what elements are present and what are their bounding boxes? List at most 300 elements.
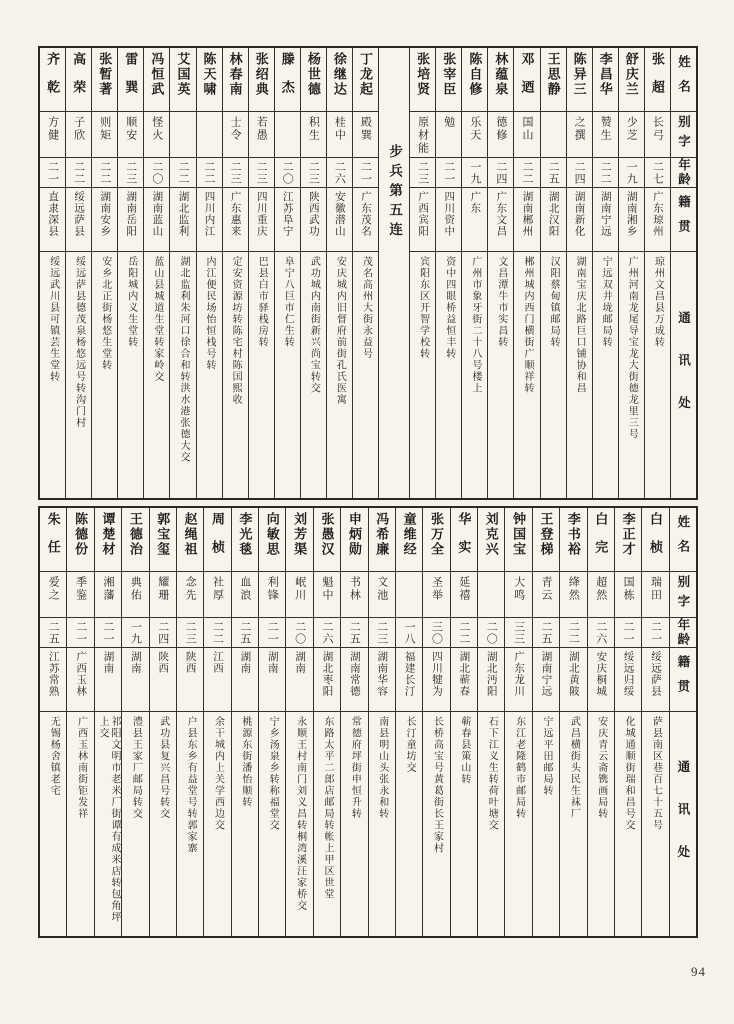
member-age bbox=[396, 618, 422, 648]
roster-entry-column bbox=[559, 508, 586, 936]
contact-address-text: 长汀童坊交 bbox=[404, 716, 416, 774]
member-age-text: 三三 bbox=[512, 620, 525, 645]
member-age-text: 二二 bbox=[599, 160, 612, 185]
roster-table-top bbox=[38, 46, 698, 500]
member-name-text: 王登梯 bbox=[538, 512, 554, 557]
contact-address-text: 广西玉林南街钜发祥 bbox=[75, 716, 87, 820]
contact-address bbox=[249, 252, 274, 498]
member-name-text: 童维经 bbox=[401, 512, 417, 557]
member-age-text: 二一 bbox=[266, 620, 279, 645]
member-name bbox=[249, 48, 274, 112]
native-place-text: 绥远萨县 bbox=[649, 651, 661, 697]
contact-address-text: 定安资源坊转陈宅村陈国熙收 bbox=[230, 256, 242, 406]
courtesy-name bbox=[223, 112, 248, 158]
native-place bbox=[567, 188, 592, 252]
member-age bbox=[514, 158, 539, 188]
native-place bbox=[144, 188, 169, 252]
native-place-text: 湖南 bbox=[266, 651, 278, 674]
roster-entry-column bbox=[532, 508, 559, 936]
courtesy-name bbox=[118, 112, 143, 158]
courtesy-name bbox=[451, 572, 477, 618]
courtesy-name-text: 大鸣 bbox=[512, 576, 525, 602]
member-age bbox=[170, 158, 195, 188]
native-place bbox=[488, 188, 513, 252]
courtesy-name-text: 魁中 bbox=[320, 576, 333, 602]
contact-address-text: 琼州文昌县万成转 bbox=[652, 256, 664, 348]
courtesy-name-text: 耀珊 bbox=[156, 576, 169, 602]
member-age-text: 二一 bbox=[46, 160, 59, 185]
contact-address-text: 桃源东街潘怡顺转 bbox=[239, 716, 251, 808]
courtesy-name bbox=[645, 112, 670, 158]
native-place bbox=[118, 188, 143, 252]
courtesy-name bbox=[514, 112, 539, 158]
member-age bbox=[275, 158, 300, 188]
contact-address bbox=[150, 712, 176, 936]
native-place bbox=[423, 648, 449, 712]
courtesy-name bbox=[327, 112, 352, 158]
contact-address-text: 茂名高州大街永益号 bbox=[360, 256, 372, 360]
courtesy-name-text: 勉 bbox=[442, 116, 455, 129]
row-header-address-text: 通讯处 bbox=[676, 311, 691, 439]
member-age bbox=[232, 618, 258, 648]
member-name bbox=[642, 508, 668, 572]
member-name-text: 林蕴泉 bbox=[493, 52, 509, 97]
courtesy-name bbox=[488, 112, 513, 158]
courtesy-name-text: 湘藩 bbox=[101, 576, 114, 602]
member-age bbox=[122, 618, 148, 648]
member-name bbox=[619, 48, 644, 112]
member-age bbox=[593, 158, 618, 188]
native-place bbox=[353, 188, 378, 252]
contact-address-text: 安乡北正街杨悠生堂转 bbox=[99, 256, 111, 371]
roster-table-bottom bbox=[38, 506, 698, 938]
contact-address bbox=[232, 712, 258, 936]
courtesy-name-text: 爱之 bbox=[47, 576, 60, 602]
roster-entry-column bbox=[477, 508, 504, 936]
row-header-native bbox=[671, 188, 696, 252]
native-place-text: 湖南 bbox=[239, 651, 251, 674]
member-name-text: 陈异三 bbox=[571, 52, 587, 97]
contact-address-text: 东路太平二郎店邮局转帐上甲区世堂 bbox=[321, 716, 333, 900]
contact-address bbox=[67, 712, 93, 936]
member-name bbox=[353, 48, 378, 112]
member-age bbox=[451, 618, 477, 648]
roster-entry-column bbox=[313, 508, 340, 936]
member-name bbox=[95, 508, 121, 572]
courtesy-name-text: 念先 bbox=[184, 576, 197, 602]
native-place bbox=[619, 188, 644, 252]
member-age bbox=[541, 158, 566, 188]
member-age bbox=[462, 158, 487, 188]
courtesy-name-text: 怪火 bbox=[150, 116, 163, 142]
roster-entry-column bbox=[326, 48, 352, 498]
native-place-text: 四川内江 bbox=[203, 191, 215, 237]
native-place-text: 湖南岳阳 bbox=[125, 191, 137, 237]
member-name bbox=[170, 48, 195, 112]
roster-entry-column bbox=[65, 48, 91, 498]
courtesy-name-text: 青云 bbox=[539, 576, 552, 602]
member-name-text: 陈天啸 bbox=[201, 52, 217, 97]
member-age-text: 一九 bbox=[625, 160, 638, 185]
member-name-text: 白桢 bbox=[647, 512, 663, 568]
courtesy-name-text: 积生 bbox=[307, 116, 320, 142]
native-place-text: 湖北监利 bbox=[177, 191, 189, 237]
contact-address-text: 武功县复兴昌号转交 bbox=[157, 716, 169, 820]
member-name-text: 刘芳渠 bbox=[292, 512, 308, 557]
member-age-text: 二五 bbox=[547, 160, 560, 185]
contact-address bbox=[197, 252, 222, 498]
courtesy-name bbox=[170, 112, 195, 158]
courtesy-name bbox=[40, 572, 66, 618]
member-age bbox=[505, 618, 531, 648]
member-age bbox=[642, 618, 668, 648]
roster-entry-column bbox=[149, 508, 176, 936]
member-age bbox=[259, 618, 285, 648]
contact-address bbox=[301, 252, 326, 498]
courtesy-name-text: 方健 bbox=[46, 116, 59, 142]
contact-address-text: 安庆城内旧督府前街孔氏医寓 bbox=[334, 256, 346, 406]
contact-address-text: 东江老隆鹤市邮局转 bbox=[513, 716, 525, 820]
contact-address-text: 宁远双井垅邮局转 bbox=[600, 256, 612, 348]
native-place-text: 江西 bbox=[211, 651, 223, 674]
courtesy-name bbox=[301, 112, 326, 158]
member-name-text: 李光毯 bbox=[237, 512, 253, 557]
member-age bbox=[67, 618, 93, 648]
member-age bbox=[95, 618, 121, 648]
member-name bbox=[645, 48, 670, 112]
contact-address bbox=[223, 252, 248, 498]
contact-address-text: 巴县白市驿栈房转 bbox=[256, 256, 268, 348]
member-name-text: 张超 bbox=[649, 52, 665, 108]
member-age-text: 二二 bbox=[520, 160, 533, 185]
native-place-text: 湖南湘乡 bbox=[625, 191, 637, 237]
native-place-text: 湖南华容 bbox=[376, 651, 388, 697]
native-place bbox=[645, 188, 670, 252]
native-place-text: 湖北汉阳 bbox=[547, 191, 559, 237]
member-name-text: 陈自修 bbox=[467, 52, 483, 97]
contact-address-text: 宁乡汤泉乡转称福堂交 bbox=[267, 716, 279, 831]
courtesy-name-text: 乐天 bbox=[468, 116, 481, 142]
member-age-text: 二二 bbox=[457, 620, 470, 645]
member-name-text: 张万全 bbox=[428, 512, 444, 557]
member-name bbox=[396, 508, 422, 572]
member-age-text: 二一 bbox=[101, 620, 114, 645]
native-place-text: 广东茂名 bbox=[360, 191, 371, 237]
contact-address-text: 长桥高宝号黄葛街长王家村 bbox=[431, 716, 443, 854]
member-age-text: 一八 bbox=[403, 620, 416, 645]
member-age-text: 二〇 bbox=[150, 160, 163, 185]
native-place bbox=[478, 648, 504, 712]
contact-address-text: 资中四眼桥益恒丰转 bbox=[443, 256, 455, 360]
roster-entry-column bbox=[258, 508, 285, 936]
row-header-column bbox=[669, 508, 696, 936]
contact-address-text: 蕲春县策山转 bbox=[458, 716, 470, 785]
courtesy-name-text: 岷川 bbox=[293, 576, 306, 602]
roster-entry-column bbox=[513, 48, 539, 498]
native-place bbox=[67, 648, 93, 712]
contact-address-text: 祁阳文明市老米厂街谭有成米店转包角坪上交 bbox=[96, 716, 120, 923]
contact-address-text: 澧县王家厂邮局转交 bbox=[130, 716, 142, 820]
member-age bbox=[150, 618, 176, 648]
member-name-text: 张愚汉 bbox=[319, 512, 335, 557]
native-place-text: 绥远萨县 bbox=[73, 191, 85, 237]
roster-entry-column bbox=[395, 508, 422, 936]
member-name bbox=[541, 48, 566, 112]
member-name bbox=[150, 508, 176, 572]
page-number: 94 bbox=[691, 964, 706, 979]
roster-entry-column bbox=[117, 48, 143, 498]
member-name-text: 高荣 bbox=[71, 52, 87, 108]
roster-entry-column bbox=[614, 508, 641, 936]
member-name bbox=[615, 508, 641, 572]
native-place bbox=[560, 648, 586, 712]
contact-address bbox=[327, 252, 352, 498]
member-name-text: 朱任 bbox=[45, 512, 61, 568]
row-header-name-text: 姓名 bbox=[676, 55, 691, 104]
roster-entry-column bbox=[487, 48, 513, 498]
member-age-text: 三〇 bbox=[430, 620, 443, 645]
contact-address bbox=[341, 712, 367, 936]
member-age-text: 二三 bbox=[184, 620, 197, 645]
member-age-text: 二二 bbox=[176, 160, 189, 185]
contact-address-text: 化城通顺街瑞和昌号交 bbox=[623, 716, 635, 831]
member-name bbox=[369, 508, 395, 572]
member-name bbox=[67, 508, 93, 572]
member-age bbox=[369, 618, 395, 648]
member-name-text: 李正才 bbox=[620, 512, 636, 557]
contact-address bbox=[204, 712, 230, 936]
native-place-text: 湖南宁远 bbox=[540, 651, 552, 697]
courtesy-name-text: 若愚 bbox=[255, 116, 268, 142]
courtesy-name bbox=[410, 112, 435, 158]
member-name bbox=[204, 508, 230, 572]
member-age-text: 二六 bbox=[333, 160, 346, 185]
contact-address bbox=[560, 712, 586, 936]
row-header-address bbox=[670, 712, 696, 936]
courtesy-name-text: 文池 bbox=[375, 576, 388, 602]
member-age-text: 二三 bbox=[255, 160, 268, 185]
contact-address bbox=[436, 252, 461, 498]
row-header-courtesy bbox=[670, 572, 696, 618]
member-name-text: 郭宝玺 bbox=[155, 512, 171, 557]
contact-address bbox=[619, 252, 644, 498]
roster-entry-column bbox=[435, 48, 461, 498]
contact-address-text: 绥远萨县德茂泉杨悠远号转沟门村 bbox=[73, 256, 85, 429]
section-label-column bbox=[378, 48, 409, 498]
courtesy-name bbox=[67, 572, 93, 618]
native-place-text: 湖北蕲春 bbox=[458, 651, 470, 697]
contact-address bbox=[645, 252, 670, 498]
member-age bbox=[223, 158, 248, 188]
member-name bbox=[341, 508, 367, 572]
member-name-text: 张宰臣 bbox=[441, 52, 457, 97]
member-age bbox=[144, 158, 169, 188]
native-place bbox=[40, 648, 66, 712]
native-place bbox=[436, 188, 461, 252]
roster-entry-column bbox=[450, 508, 477, 936]
member-name-text: 丁龙起 bbox=[358, 52, 373, 97]
native-place bbox=[541, 188, 566, 252]
contact-address bbox=[369, 712, 395, 936]
courtesy-name bbox=[423, 572, 449, 618]
courtesy-name bbox=[505, 572, 531, 618]
courtesy-name-text: 原材能 bbox=[416, 116, 429, 155]
contact-address-text: 户县东乡有益堂号转郭家寨 bbox=[185, 716, 197, 854]
contact-address-text: 阜宁八巨市仁生转 bbox=[282, 256, 294, 348]
roster-entry-column bbox=[300, 48, 326, 498]
courtesy-name-text: 典佑 bbox=[129, 576, 142, 602]
courtesy-name bbox=[560, 572, 586, 618]
courtesy-name-text: 国栋 bbox=[622, 576, 635, 602]
native-place bbox=[410, 188, 435, 252]
member-age-text: 二三 bbox=[416, 160, 429, 185]
native-place bbox=[275, 188, 300, 252]
member-name-text: 赵绳祖 bbox=[182, 512, 198, 557]
courtesy-name-text: 赞生 bbox=[599, 116, 612, 142]
native-place-text: 四川犍为 bbox=[430, 651, 442, 697]
contact-address bbox=[275, 252, 300, 498]
roster-entry-column bbox=[274, 48, 300, 498]
contact-address-text: 广州河南龙尾导宝龙大街德龙里三号 bbox=[626, 256, 638, 440]
native-place bbox=[259, 648, 285, 712]
courtesy-name-text: 血浪 bbox=[238, 576, 251, 602]
courtesy-name bbox=[232, 572, 258, 618]
member-name-text: 徐继达 bbox=[331, 52, 347, 97]
native-place-text: 广东 bbox=[469, 191, 481, 214]
contact-address bbox=[286, 712, 312, 936]
member-age-text: 二二 bbox=[72, 160, 85, 185]
row-header-courtesy-text: 别字 bbox=[676, 115, 691, 154]
courtesy-name-text: 殿巽 bbox=[359, 116, 372, 142]
member-age bbox=[341, 618, 367, 648]
member-age bbox=[286, 618, 312, 648]
contact-address bbox=[92, 252, 117, 498]
section-label: 步兵第五连 bbox=[387, 144, 403, 242]
contact-address bbox=[478, 712, 504, 936]
courtesy-name-text: 国山 bbox=[520, 116, 533, 142]
member-name bbox=[286, 508, 312, 572]
member-age bbox=[615, 618, 641, 648]
contact-address bbox=[514, 252, 539, 498]
native-place-text: 广东文昌 bbox=[495, 191, 507, 237]
native-place-text: 陕西武功 bbox=[307, 191, 319, 237]
member-name-text: 白完 bbox=[593, 512, 609, 568]
member-age bbox=[619, 158, 644, 188]
native-place-text: 陕西 bbox=[157, 651, 169, 674]
member-name-text: 邓迺 bbox=[519, 52, 535, 108]
member-name bbox=[588, 508, 614, 572]
native-place-text: 湖北枣阳 bbox=[321, 651, 333, 697]
native-place bbox=[150, 648, 176, 712]
roster-entry-column bbox=[40, 508, 66, 936]
native-place-text: 湖南宁远 bbox=[599, 191, 611, 237]
courtesy-name bbox=[144, 112, 169, 158]
contact-address bbox=[505, 712, 531, 936]
native-place-text: 绥远归绥 bbox=[622, 651, 634, 697]
member-name-text: 申炳勋 bbox=[346, 512, 362, 557]
roster-entry-column bbox=[222, 48, 248, 498]
member-age-text: 二二 bbox=[203, 160, 216, 185]
member-age bbox=[567, 158, 592, 188]
member-age-text: 二五 bbox=[47, 620, 60, 645]
courtesy-name-text: 绛然 bbox=[567, 576, 580, 602]
contact-address-text: 萨县南区巷百七十五号 bbox=[650, 716, 662, 831]
contact-address-text: 石下江义生转荷叶塘交 bbox=[486, 716, 498, 831]
member-name bbox=[66, 48, 91, 112]
roster-entry-column bbox=[641, 508, 668, 936]
roster-entry-column bbox=[231, 508, 258, 936]
member-name-text: 林春南 bbox=[227, 52, 243, 97]
contact-address-text: 蓝山县城道生堂转家岭交 bbox=[151, 256, 163, 383]
member-name bbox=[423, 508, 449, 572]
native-place bbox=[314, 648, 340, 712]
contact-address bbox=[353, 252, 378, 498]
member-age-text: 二六 bbox=[594, 620, 607, 645]
courtesy-name-text: 之撰 bbox=[573, 116, 586, 142]
row-header-courtesy-text: 别字 bbox=[675, 575, 690, 614]
roster-entry-column bbox=[143, 48, 169, 498]
member-age bbox=[488, 158, 513, 188]
member-age-text: 二二 bbox=[211, 620, 224, 645]
native-place-text: 广东琼州 bbox=[651, 191, 663, 237]
courtesy-name-text: 子欣 bbox=[72, 116, 85, 142]
courtesy-name bbox=[341, 572, 367, 618]
contact-address-text: 常德府坪街申恒升转 bbox=[349, 716, 361, 820]
native-place bbox=[462, 188, 487, 252]
contact-address bbox=[451, 712, 477, 936]
native-place-text: 广西宾阳 bbox=[417, 191, 429, 237]
member-name bbox=[478, 508, 504, 572]
contact-address-text: 安庆青云斋镌画局转 bbox=[595, 716, 607, 820]
row-header-address-text: 通讯处 bbox=[675, 760, 690, 888]
contact-address-text: 郴州城内西门横街广顺祥转 bbox=[521, 256, 533, 394]
native-place bbox=[223, 188, 248, 252]
member-name bbox=[560, 508, 586, 572]
contact-address-text: 武功城内南街新兴尚宝转交 bbox=[308, 256, 320, 394]
contact-address bbox=[567, 252, 592, 498]
member-age bbox=[301, 158, 326, 188]
member-name bbox=[410, 48, 435, 112]
native-place-text: 湖南蓝山 bbox=[151, 191, 163, 237]
row-header-address bbox=[671, 252, 696, 498]
courtesy-name-text: 利锋 bbox=[266, 576, 279, 602]
member-name-text: 冯希廉 bbox=[374, 512, 390, 557]
native-place-text: 湖南 bbox=[129, 651, 141, 674]
member-age-text: 二五 bbox=[539, 620, 552, 645]
member-name bbox=[593, 48, 618, 112]
roster-entry-column bbox=[461, 48, 487, 498]
roster-entry-column bbox=[176, 508, 203, 936]
member-age-text: 二四 bbox=[156, 620, 169, 645]
contact-address bbox=[40, 252, 65, 498]
member-age-text: 二五 bbox=[238, 620, 251, 645]
courtesy-name bbox=[615, 572, 641, 618]
native-place bbox=[505, 648, 531, 712]
roster-entry-column bbox=[248, 48, 274, 498]
member-age bbox=[40, 158, 65, 188]
member-name-text: 艾国英 bbox=[175, 52, 191, 97]
member-age-text: 二〇 bbox=[281, 160, 294, 185]
member-age-text: 二一 bbox=[442, 160, 455, 185]
member-age-text: 二五 bbox=[348, 620, 361, 645]
member-age bbox=[118, 158, 143, 188]
courtesy-name bbox=[369, 572, 395, 618]
native-place-text: 广东惠来 bbox=[229, 191, 241, 237]
member-name-text: 华实 bbox=[456, 512, 472, 568]
native-place bbox=[197, 188, 222, 252]
native-place bbox=[66, 188, 91, 252]
courtesy-name-text: 德修 bbox=[494, 116, 507, 142]
